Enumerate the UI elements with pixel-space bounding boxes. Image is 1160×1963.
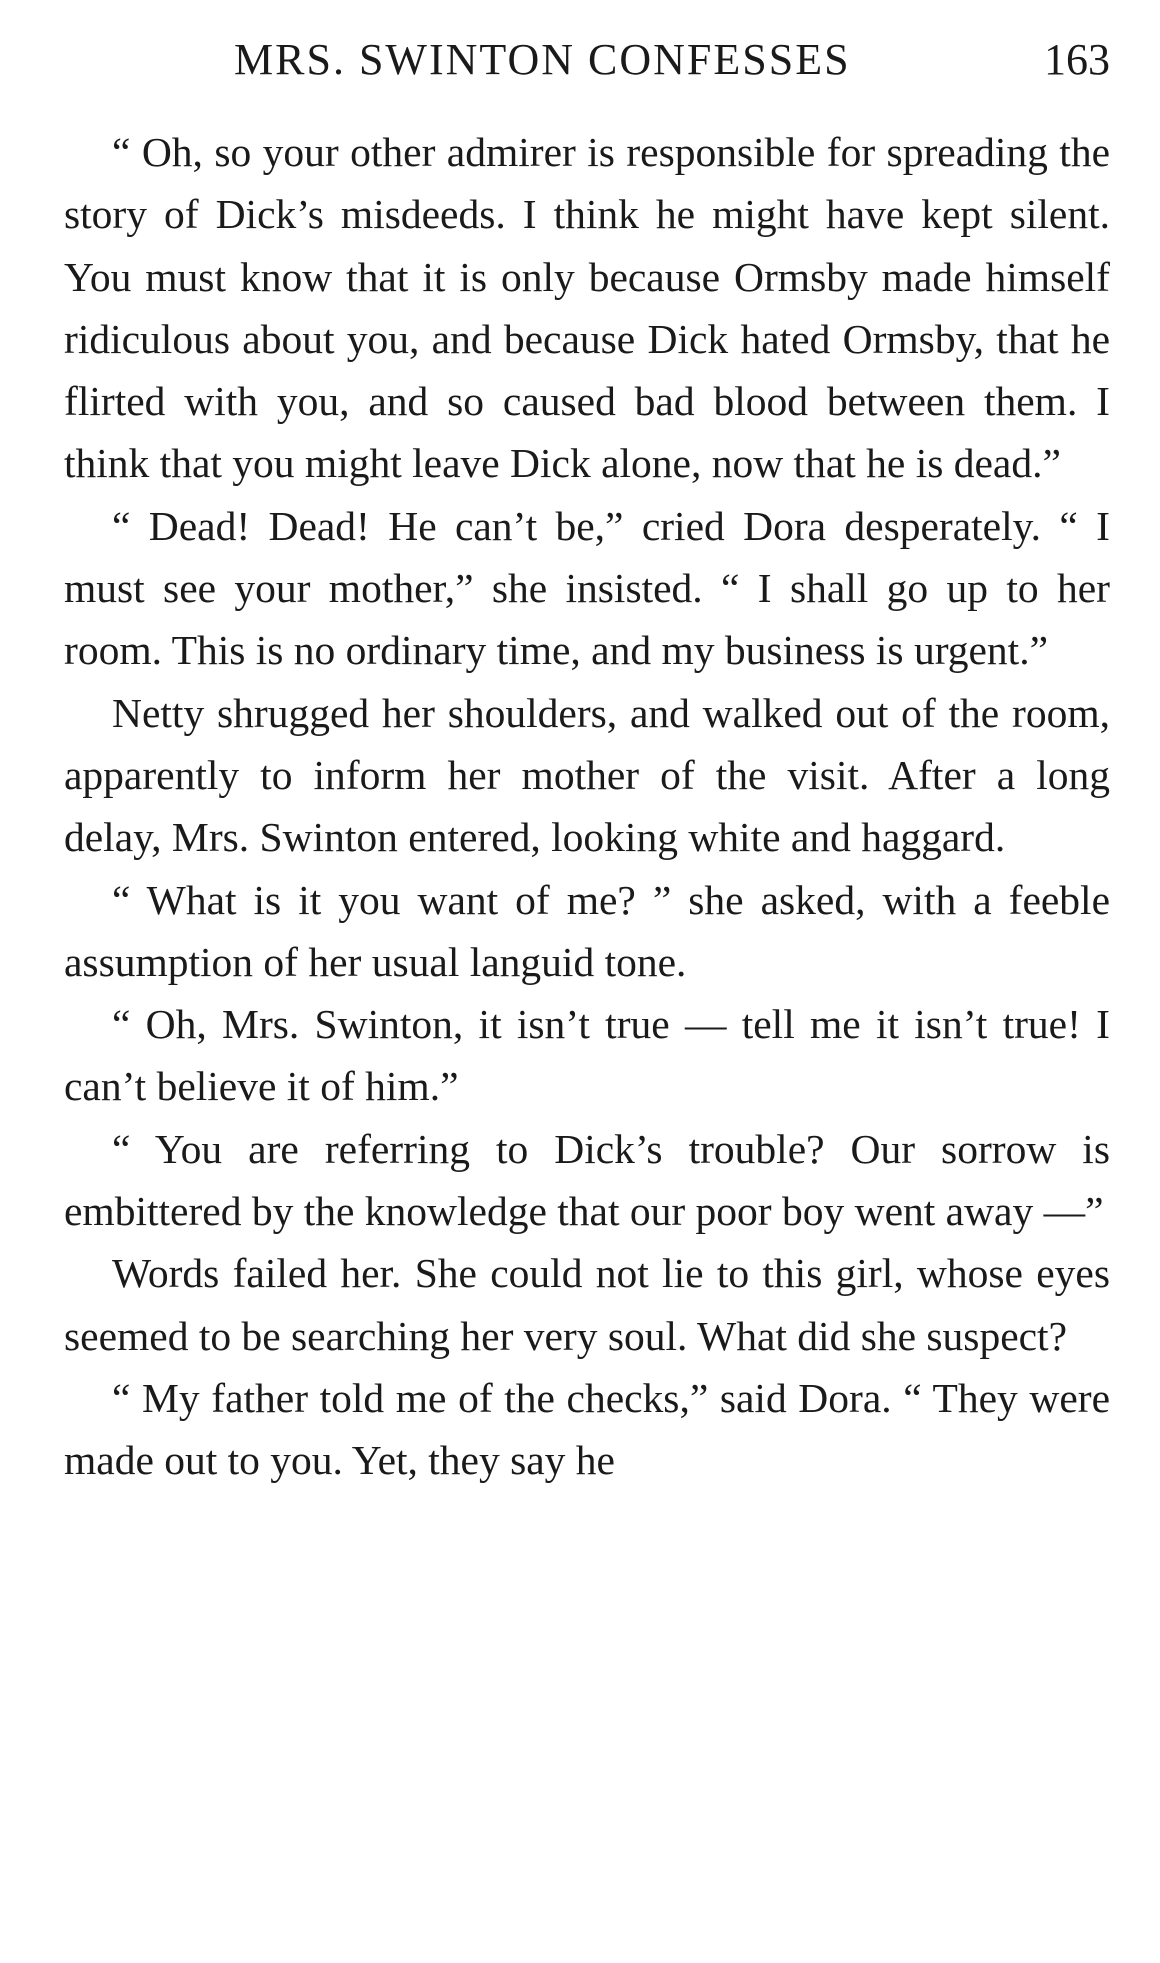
body-text (64, 121, 1110, 1492)
paragraph: “ Oh, so your other admirer is responsible for spreading the story of Dick’s misdeeds. I think he might have kept silent. You must know that it is only because Ormsby made himself ridiculous about you, and because Dick hated Ormsby, that he flirted with you, and so caused bad blood between them. I think that you might leave Dick alone, now that he is dead.” (64, 129, 1110, 487)
running-title: MRS. SWINTON CONFESSES (234, 35, 851, 84)
paragraph: “ What is it you want of me? ” she asked, with a feeble assumption of her usual languid tone. (64, 876, 1110, 985)
paragraph: Netty shrugged her shoulders, and walked out of the room, apparently to inform her mother of the visit. After a long delay, Mrs. Swinton entered, looking white and haggard. (64, 689, 1110, 861)
paragraph: “ You are referring to Dick’s trouble? Our sorrow is embittered by the knowledge that our poor boy went away —” (64, 1125, 1110, 1235)
page-header (64, 30, 1110, 90)
paragraph: “ Dead! Dead! He can’t be,” cried Dora desperately. “ I must see your mother,” she insisted. “ I shall go up to her room. This is no ordinary time, and my business is urgent.” (64, 502, 1110, 674)
page-number: 163 (1044, 35, 1110, 84)
paragraph: “ Oh, Mrs. Swinton, it isn’t true — tell me it isn’t true! I can’t believe it of him.” (64, 1001, 1110, 1110)
paragraph: “ My father told me of the checks,” said Dora. “ They were made out to you. Yet, they say he (64, 1374, 1110, 1484)
paragraph: Words failed her. She could not lie to this girl, whose eyes seemed to be searching her very soul. What did she suspect? (64, 1250, 1110, 1359)
